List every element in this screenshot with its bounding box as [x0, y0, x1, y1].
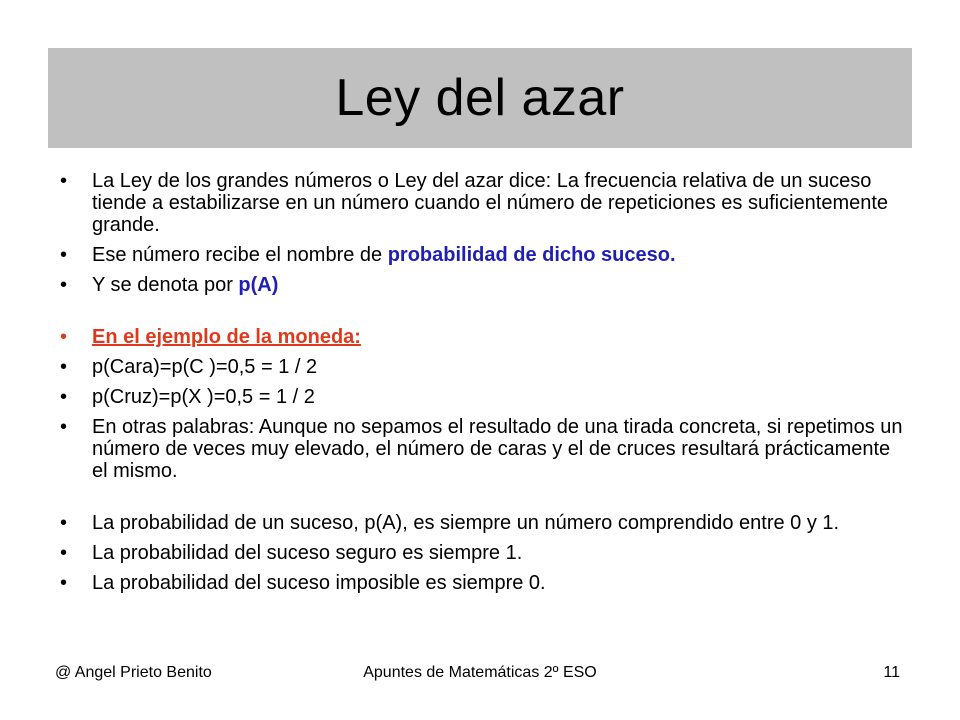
bullet-item — [60, 244, 910, 266]
bullet-text: La Ley de los grandes números o Ley del azar dice: La frecuencia relativa de un suceso tiende a estabilizarse en un número cuando el número de repeticiones es suficientemente grande. — [92, 170, 889, 236]
bullet-icon: • — [60, 572, 68, 594]
bullet-text: La probabilidad de un suceso, p(A), es siempre un número comprendido entre 0 y 1. — [92, 512, 840, 534]
slide-content — [60, 170, 910, 602]
bullet-icon: • — [60, 416, 68, 438]
highlight-text: p(A) — [238, 274, 279, 296]
bullet-item — [60, 274, 910, 296]
bullet-item — [60, 512, 910, 534]
bullet-list — [60, 170, 910, 296]
bullet-icon: • — [60, 542, 68, 564]
footer-author: @ Angel Prieto Benito — [55, 664, 212, 681]
bullet-text: La probabilidad del suceso seguro es siempre 1. — [92, 542, 523, 564]
bullet-icon: • — [60, 244, 68, 266]
footer-course: Apuntes de Matemáticas 2º ESO — [363, 664, 597, 681]
bullet-icon: • — [60, 170, 68, 192]
bullet-list — [60, 512, 910, 594]
bullet-text: p(Cruz)=p(X )=0,5 = 1 / 2 — [92, 386, 315, 408]
bullet-text: Y se denota por — [92, 274, 239, 296]
bullet-item — [60, 170, 910, 236]
bullet-icon: • — [60, 512, 68, 534]
bullet-icon: • — [60, 326, 68, 348]
bullet-text: Ese número recibe el nombre de — [92, 244, 388, 266]
bullet-list — [60, 326, 910, 482]
slide-title: Ley del azar — [335, 69, 625, 127]
bullet-icon: • — [60, 356, 68, 378]
bullet-icon: • — [60, 274, 68, 296]
highlight-text: probabilidad de dicho suceso. — [387, 244, 676, 266]
bullet-item — [60, 386, 910, 408]
section-heading: En el ejemplo de la moneda: — [92, 326, 361, 348]
bullet-icon: • — [60, 386, 68, 408]
bullet-item — [60, 326, 910, 348]
bullet-item — [60, 572, 910, 594]
bullet-text: p(Cara)=p(C )=0,5 = 1 / 2 — [92, 356, 318, 378]
bullet-text: La probabilidad del suceso imposible es siempre 0. — [92, 572, 546, 594]
bullet-text: En otras palabras: Aunque no sepamos el resultado de una tirada concreta, si repetimos un número de veces muy elevado, el número de caras y el de cruces resultará prácticamente el mismo. — [92, 416, 903, 482]
title-band — [48, 48, 912, 148]
slide-footer — [0, 664, 960, 694]
page-number: 11 — [883, 664, 900, 681]
bullet-item — [60, 542, 910, 564]
bullet-item — [60, 356, 910, 378]
bullet-item — [60, 416, 910, 482]
